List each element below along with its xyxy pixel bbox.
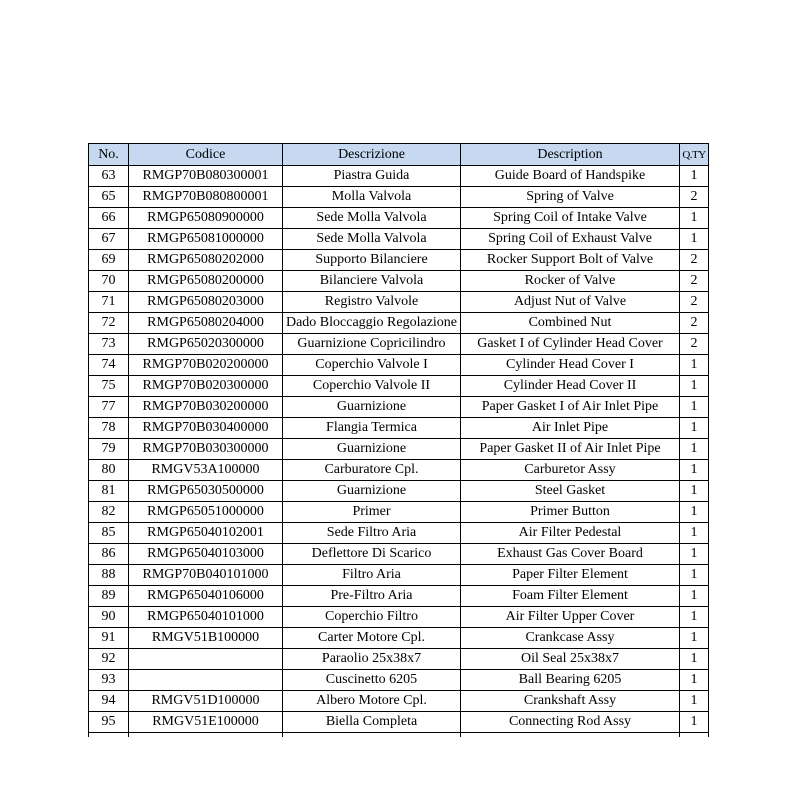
header-qty: Q.TY [680,144,709,166]
header-descrizione: Descrizione [283,144,461,166]
cell-no: 71 [89,292,129,313]
cell-no: 69 [89,250,129,271]
cell-description: Paper Gasket II of Air Inlet Pipe [461,439,680,460]
cell-descrizione: Filtro Aria [283,565,461,586]
header-row [89,144,709,166]
cell-no: 90 [89,607,129,628]
cell-no: 80 [89,460,129,481]
cell-qty: 1 [680,670,709,691]
table-row [89,397,709,418]
cell-qty: 2 [680,250,709,271]
cell-no: 81 [89,481,129,502]
table-row [89,502,709,523]
cell-codice: RMGP65020300000 [129,334,283,355]
cell-description: Air Filter Pedestal [461,523,680,544]
cell-codice: RMGP65040103000 [129,544,283,565]
table-row [89,376,709,397]
table-row [89,607,709,628]
cell-descrizione: Guarnizione Copricilindro [283,334,461,355]
cell-description: Guide Board of Handspike [461,166,680,187]
cell-codice: RMGP70B020200000 [129,355,283,376]
cell-codice: RMGV53A100000 [129,460,283,481]
cell-description: Connecting Rod Assy [461,712,680,733]
cell-descrizione: Albero Motore Cpl. [283,691,461,712]
cell-description: Foam Filter Element [461,586,680,607]
cell-description: Paper Filter Element [461,565,680,586]
cell-description: Ball Bearing 6205 [461,670,680,691]
cell-qty: 1 [680,502,709,523]
cell-qty: 2 [680,187,709,208]
table-row [89,670,709,691]
cell-no: 65 [89,187,129,208]
table-row [89,586,709,607]
table-row [89,187,709,208]
cell-no: 70 [89,271,129,292]
cell-qty: 1 [680,376,709,397]
cell-descrizione: Guarnizione [283,439,461,460]
cell-no: 94 [89,691,129,712]
cell-no: 82 [89,502,129,523]
table-row [89,250,709,271]
cell-codice: RMGP65051000000 [129,502,283,523]
cell-descrizione: Deflettore Di Scarico [283,544,461,565]
cell-qty: 2 [680,271,709,292]
cell-empty [129,733,283,738]
cell-qty: 1 [680,208,709,229]
cell-descrizione: Supporto Bilanciere [283,250,461,271]
cell-empty [89,733,129,738]
cell-no: 86 [89,544,129,565]
cell-codice: RMGP65080204000 [129,313,283,334]
cell-description: Cylinder Head Cover II [461,376,680,397]
table-row [89,712,709,733]
cell-no: 89 [89,586,129,607]
cell-qty: 1 [680,586,709,607]
cell-codice: RMGP65040101000 [129,607,283,628]
cell-descrizione: Coperchio Valvole I [283,355,461,376]
table-row [89,292,709,313]
cell-descrizione: Cuscinetto 6205 [283,670,461,691]
cell-codice: RMGP65030500000 [129,481,283,502]
cell-codice: RMGP70B030200000 [129,397,283,418]
table-row [89,565,709,586]
cell-no: 93 [89,670,129,691]
cell-qty: 1 [680,607,709,628]
cell-qty: 1 [680,355,709,376]
cell-qty: 1 [680,544,709,565]
cell-descrizione: Guarnizione [283,397,461,418]
cell-descrizione: Sede Molla Valvola [283,229,461,250]
cell-no: 67 [89,229,129,250]
cell-codice: RMGP70B080800001 [129,187,283,208]
cell-description: Carburetor Assy [461,460,680,481]
cell-qty: 1 [680,397,709,418]
cell-qty: 1 [680,628,709,649]
cell-descrizione: Coperchio Filtro [283,607,461,628]
cell-description: Oil Seal 25x38x7 [461,649,680,670]
cell-description: Steel Gasket [461,481,680,502]
cell-descrizione: Registro Valvole [283,292,461,313]
cell-qty: 1 [680,166,709,187]
cell-no: 92 [89,649,129,670]
cell-description: Exhaust Gas Cover Board [461,544,680,565]
cell-qty: 1 [680,565,709,586]
cell-no: 73 [89,334,129,355]
cell-no: 95 [89,712,129,733]
cell-codice: RMGP65080900000 [129,208,283,229]
parts-list-sheet [88,143,709,737]
table-row [89,481,709,502]
table-row [89,418,709,439]
cell-codice: RMGP65080203000 [129,292,283,313]
cell-descrizione: Pre-Filtro Aria [283,586,461,607]
cell-no: 88 [89,565,129,586]
cell-description: Crankcase Assy [461,628,680,649]
cell-description: Cylinder Head Cover I [461,355,680,376]
cell-description: Spring of Valve [461,187,680,208]
cell-description: Combined Nut [461,313,680,334]
table-row [89,334,709,355]
cell-codice: RMGP65080202000 [129,250,283,271]
cell-descrizione: Piastra Guida [283,166,461,187]
table-row [89,628,709,649]
cell-descrizione: Biella Completa [283,712,461,733]
cell-qty: 1 [680,481,709,502]
cell-descrizione: Dado Bloccaggio Regolazione [283,313,461,334]
cell-codice: RMGV51E100000 [129,712,283,733]
header-no: No. [89,144,129,166]
cell-codice: RMGP65040102001 [129,523,283,544]
cell-codice: RMGP70B040101000 [129,565,283,586]
cell-codice: RMGP70B020300000 [129,376,283,397]
cell-description: Rocker Support Bolt of Valve [461,250,680,271]
cell-descrizione: Bilanciere Valvola [283,271,461,292]
table-row-partial [89,733,709,738]
cell-descrizione: Molla Valvola [283,187,461,208]
cell-description: Primer Button [461,502,680,523]
cell-description: Rocker of Valve [461,271,680,292]
cell-codice: RMGP70B080300001 [129,166,283,187]
cell-codice: RMGP70B030300000 [129,439,283,460]
cell-codice [129,649,283,670]
table-row [89,649,709,670]
table-row [89,271,709,292]
cell-descrizione: Coperchio Valvole II [283,376,461,397]
table-row [89,544,709,565]
cell-descrizione: Paraolio 25x38x7 [283,649,461,670]
cell-codice: RMGP70B030400000 [129,418,283,439]
header-description: Description [461,144,680,166]
table-row [89,439,709,460]
cell-description: Gasket I of Cylinder Head Cover [461,334,680,355]
table-row [89,355,709,376]
cell-qty: 1 [680,439,709,460]
table-row [89,208,709,229]
cell-qty: 1 [680,649,709,670]
cell-no: 85 [89,523,129,544]
cell-qty: 1 [680,229,709,250]
cell-qty: 2 [680,313,709,334]
table-row [89,691,709,712]
cell-descrizione: Flangia Termica [283,418,461,439]
cell-no: 78 [89,418,129,439]
cell-descrizione: Carter Motore Cpl. [283,628,461,649]
table-row [89,523,709,544]
cell-description: Spring Coil of Intake Valve [461,208,680,229]
cell-codice: RMGV51D100000 [129,691,283,712]
cell-no: 63 [89,166,129,187]
cell-empty [461,733,680,738]
cell-descrizione: Sede Filtro Aria [283,523,461,544]
cell-descrizione: Guarnizione [283,481,461,502]
cell-description: Adjust Nut of Valve [461,292,680,313]
cell-qty: 1 [680,460,709,481]
cell-qty: 2 [680,292,709,313]
table-body [89,166,709,738]
cell-descrizione: Primer [283,502,461,523]
cell-qty: 1 [680,691,709,712]
cell-description: Crankshaft Assy [461,691,680,712]
cell-no: 77 [89,397,129,418]
cell-description: Air Filter Upper Cover [461,607,680,628]
cell-qty: 1 [680,712,709,733]
cell-codice [129,670,283,691]
cell-codice: RMGP65040106000 [129,586,283,607]
cell-codice: RMGP65080200000 [129,271,283,292]
cell-qty: 2 [680,334,709,355]
cell-no: 75 [89,376,129,397]
cell-descrizione: Sede Molla Valvola [283,208,461,229]
cell-codice: RMGV51B100000 [129,628,283,649]
table-row [89,460,709,481]
cell-description: Air Inlet Pipe [461,418,680,439]
table-row [89,166,709,187]
cell-empty [680,733,709,738]
cell-no: 74 [89,355,129,376]
cell-empty [283,733,461,738]
cell-qty: 1 [680,523,709,544]
parts-table [88,143,709,737]
header-codice: Codice [129,144,283,166]
cell-description: Spring Coil of Exhaust Valve [461,229,680,250]
table-row [89,313,709,334]
cell-descrizione: Carburatore Cpl. [283,460,461,481]
cell-qty: 1 [680,418,709,439]
cell-no: 79 [89,439,129,460]
cell-codice: RMGP65081000000 [129,229,283,250]
cell-description: Paper Gasket I of Air Inlet Pipe [461,397,680,418]
cell-no: 66 [89,208,129,229]
cell-no: 91 [89,628,129,649]
table-row [89,229,709,250]
cell-no: 72 [89,313,129,334]
